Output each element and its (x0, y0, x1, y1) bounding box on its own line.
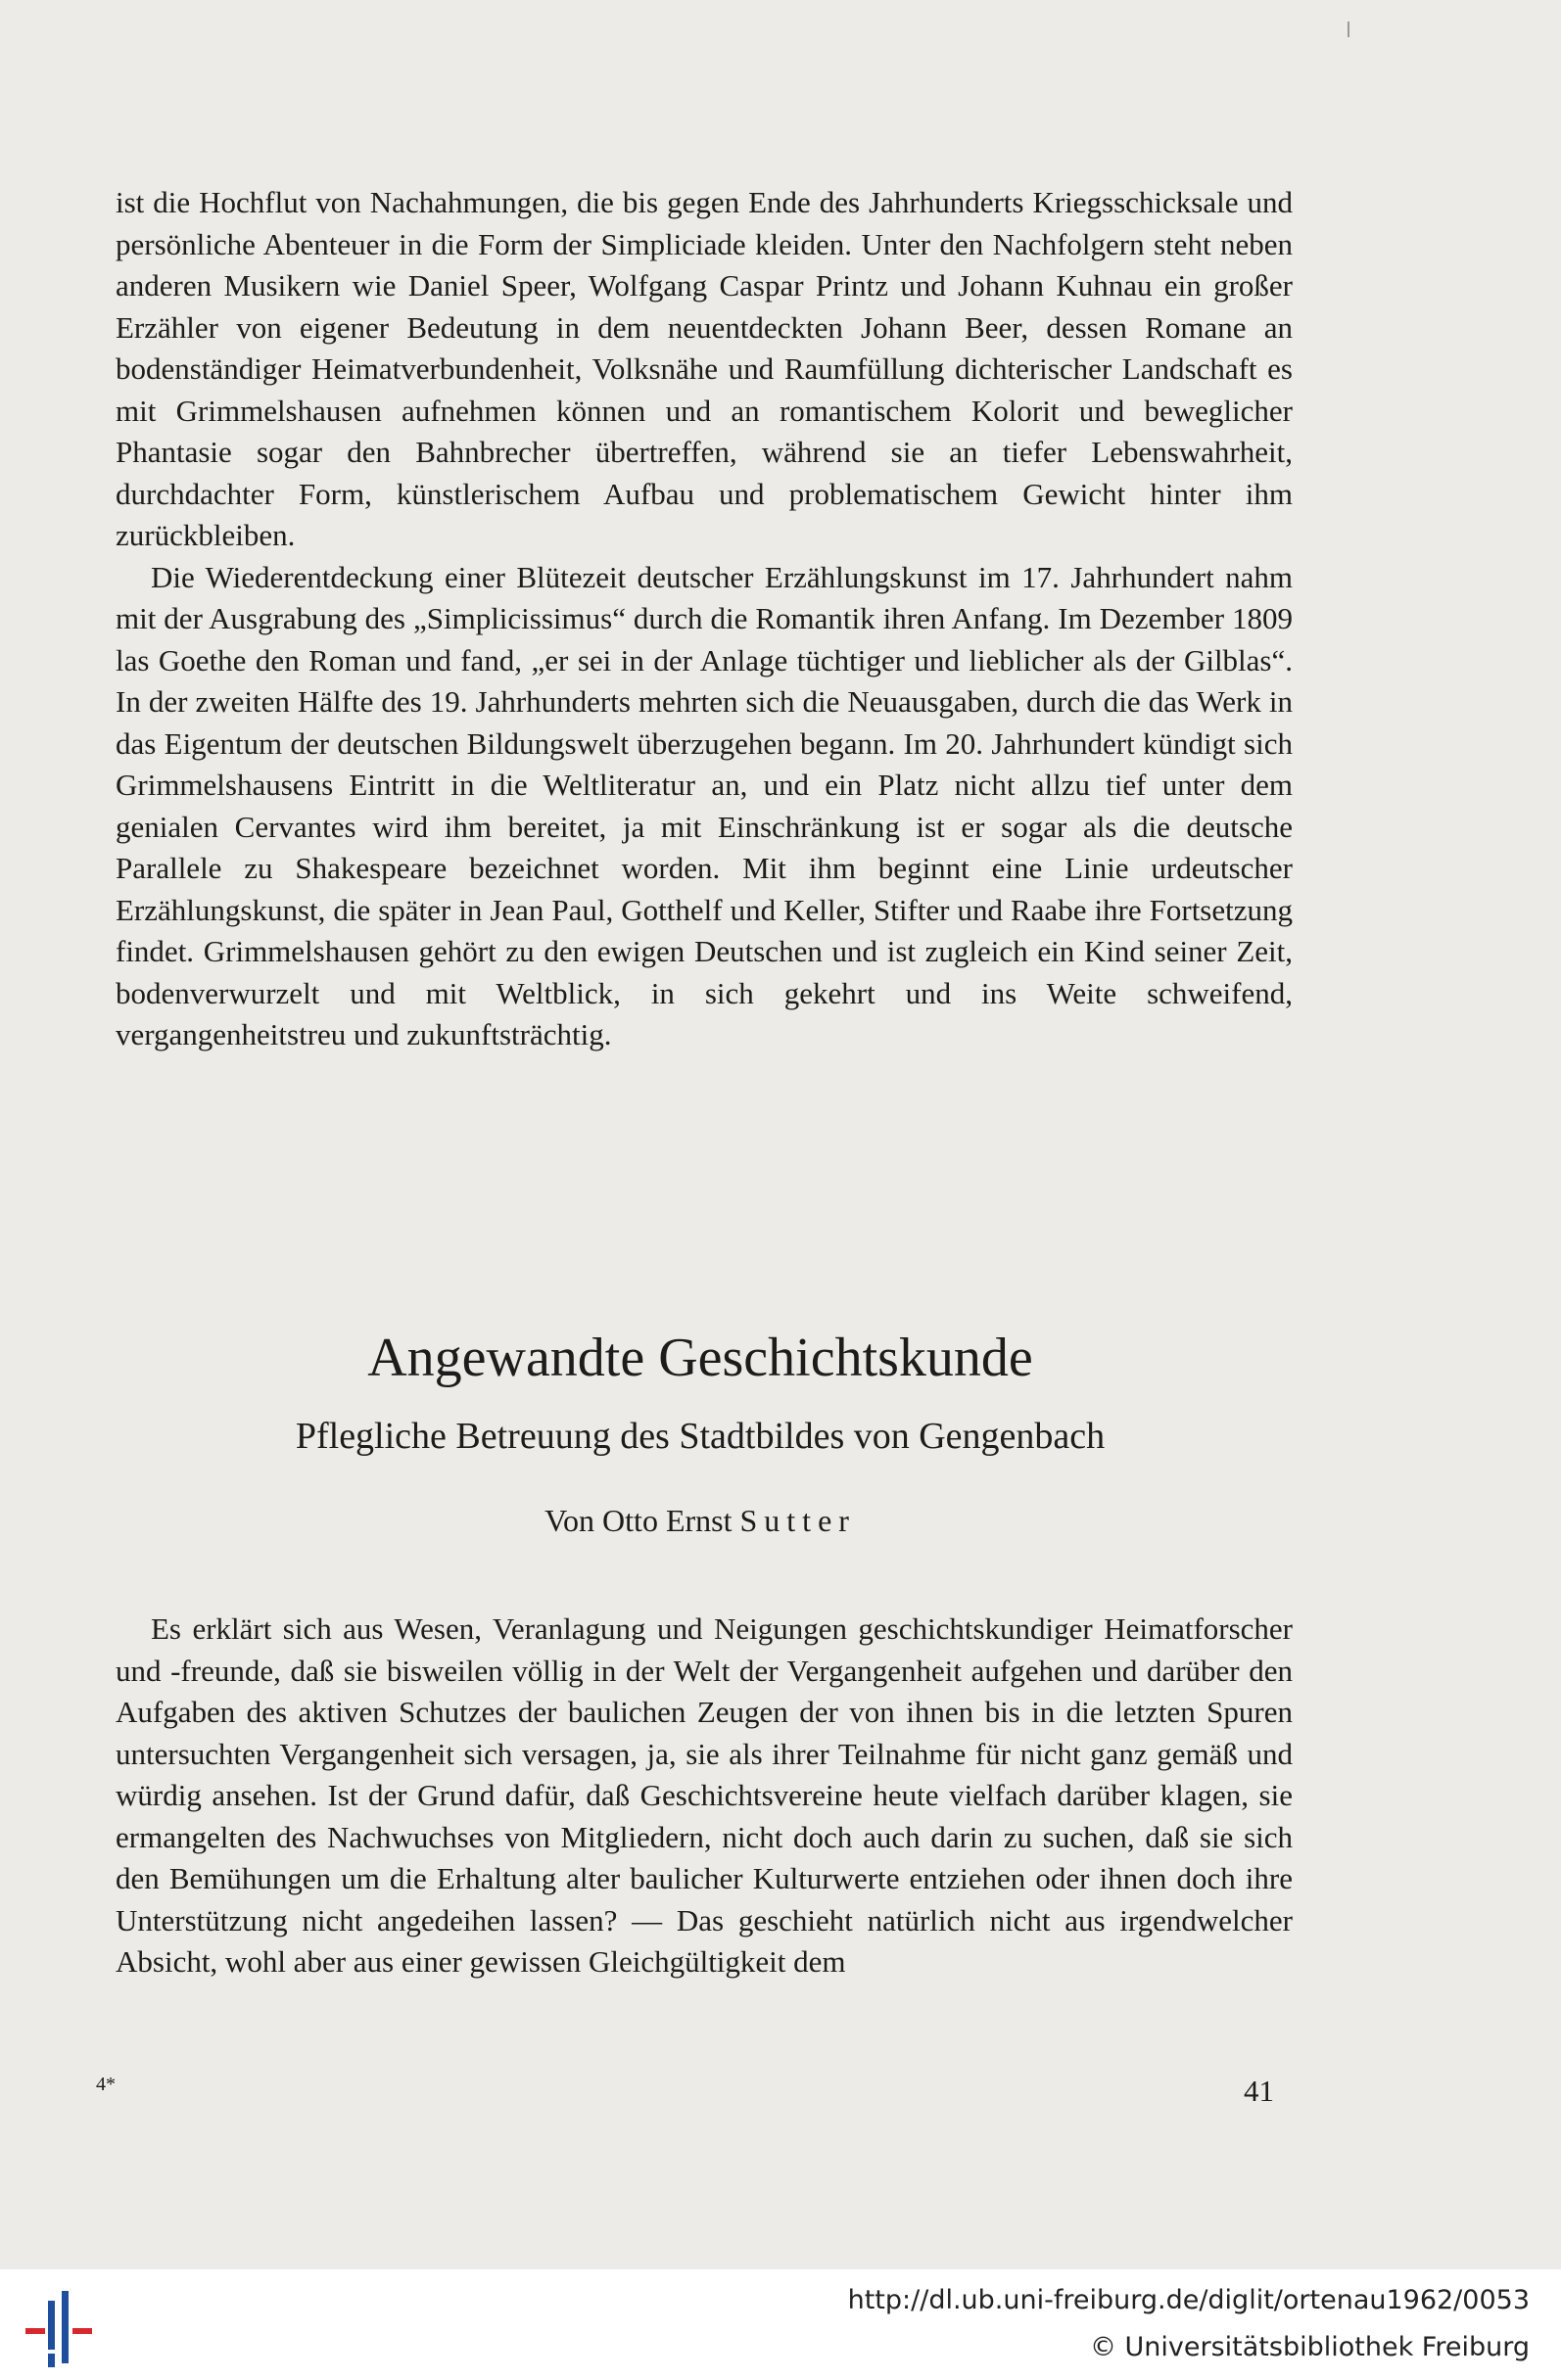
text-block-bottom (116, 1609, 1293, 1983)
library-footer (0, 2269, 1561, 2380)
paragraph: Es erklärt sich aus Wesen, Veranlagung und Neigungen geschichtskundiger Heimatforscher und -freunde, daß sie bisweilen völlig in der Welt der Vergangenheit aufgehen und darüber den Aufgaben des aktiven Schutzes der baulichen Zeugen der von ihnen bis in die letzten Spuren untersuchten Vergangenheit sich versagen, ja, sie als ihrer Teilnahme für nicht ganz gemäß und würdig ansehen. Ist der Grund dafür, daß Geschichtsvereine heute vielfach darüber klagen, sie ermangelten des Nachwuchses von Mitgliedern, nicht doch auch darin zu suchen, daß sie sich den Bemühungen um die Erhaltung alter baulicher Kulturwerte entziehen oder ihnen doch ihre Unterstützung nicht angedeihen lassen? — Das geschieht natürlich nicht aus irgendwelcher Absicht, wohl aber aus einer gewissen Gleichgültigkeit dem (116, 1611, 1293, 1979)
article-heading: Angewandte Geschichtskunde (367, 1328, 1033, 1388)
ub-freiburg-logo-icon (16, 2283, 102, 2371)
text-block-top (116, 182, 1293, 1056)
author-byline (0, 1498, 1400, 1543)
paragraph: ist die Hochflut von Nachahmungen, die bis gegen Ende des Jahrhunderts Kriegsschicksale und persönliche Abenteuer in die Form der Simpliciade kleiden. Unter den Nachfolgern steht neben anderen Musikern wie Daniel Speer, Wolfgang Caspar Printz und Johann Kuhnau ein großer Erzähler von eigener Bedeutung in dem neuentdeckten Johann Beer, dessen Romane an bodenständiger Heimatverbundenheit, Volksnähe und Raumfüllung dichterischer Landschaft es mit Grimmelshausen aufnehmen können und an romantischem Kolorit und beweglicher Phantasie sogar den Bahnbrecher übertreffen, während sie an tiefer Lebenswahrheit, durchdachter Form, künstlerischem Aufbau und problematischem Gewicht hinter ihm zurückbleiben. (116, 185, 1293, 552)
scan-mark (1348, 22, 1349, 37)
byline-prefix: Von Otto Ernst (544, 1503, 740, 1538)
author-surname: Sutter (739, 1503, 856, 1538)
article-subheading: Pflegliche Betreuung des Stadtbildes von Gengenbach (295, 1416, 1106, 1457)
copyright-notice: © Universitätsbibliothek Freiburg (1089, 2332, 1530, 2362)
signature-mark: 4* (96, 2074, 116, 2095)
page-number: 41 (1244, 2074, 1274, 2108)
permalink-url[interactable]: http://dl.ub.uni-freiburg.de/diglit/ortenau1962/0053 (847, 2285, 1530, 2315)
paragraph: Die Wiederentdeckung einer Blütezeit deutscher Erzählungskunst im 17. Jahrhundert nahm mit der Ausgrabung des „Simplicissimus“ durch die Romantik ihren Anfang. Im Dezember 1809 las Goethe den Roman und fand, „er sei in der Anlage tüchtiger und lieblicher als der Gilblas“. In der zweiten Hälfte des 19. Jahrhunderts mehrten sich die Neuausgaben, durch die das Werk in das Eigentum der deutschen Bildungswelt überzugehen begann. Im 20. Jahrhundert kündigt sich Grimmelshausens Eintritt in die Weltliteratur an, und ein Platz nicht allzu tief unter dem genialen Cervantes wird ihm bereitet, ja mit Einschränkung ist er sogar als die deutsche Parallele zu Shakespeare bezeichnet worden. Mit ihm beginnt eine Linie urdeutscher Erzählungskunst, die später in Jean Paul, Gotthelf und Keller, Stifter und Raabe ihre Fortsetzung findet. Grimmelshausen gehört zu den ewigen Deutschen und ist zugleich ein Kind seiner Zeit, bodenverwurzelt und mit Weltblick, in sich gekehrt und ins Weite schweifend, vergangenheitstreu und zukunftsträchtig. (116, 559, 1293, 1051)
